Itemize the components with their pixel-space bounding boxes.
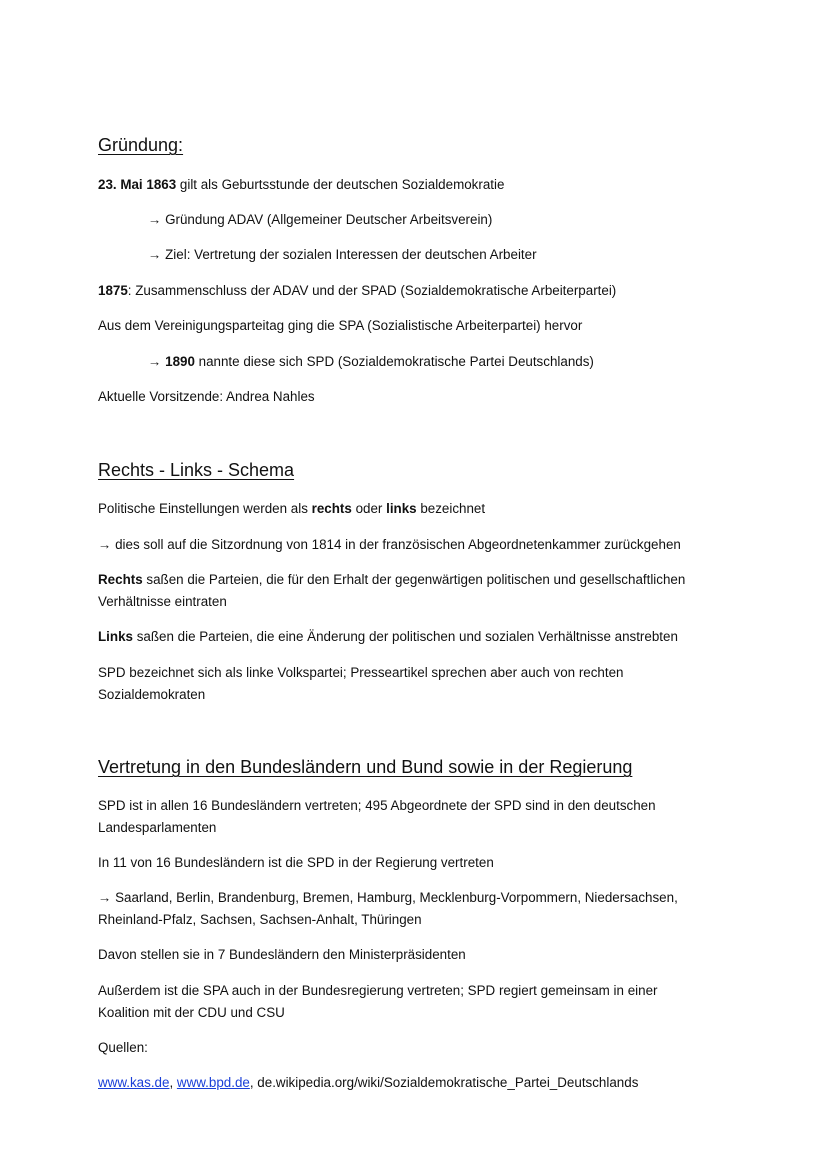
paragraph-seating-order: → dies soll auf die Sitzordnung von 1814 in der französischen Abgeordnetenkammer zurückgehen: [98, 537, 681, 552]
heading-rechts-links: Rechts - Links - Schema: [98, 460, 295, 480]
paragraph-links: [98, 626, 678, 648]
text-founding-rest: gilt als Geburtsstunde der deutschen Sozialdemokratie: [176, 177, 505, 192]
text-part: bezeichnet: [416, 501, 486, 516]
paragraph-rechts: [98, 569, 738, 613]
bold-links-start: Links: [98, 629, 133, 644]
bullet-renaming-1890: [148, 351, 594, 373]
bullet-adav-goal: → Ziel: Vertretung der sozialen Interessen der deutschen Arbeiter: [148, 247, 537, 262]
text-part: oder: [351, 501, 387, 516]
bold-date-1863: 23. Mai 1863: [98, 177, 177, 192]
paragraph-chair: Aktuelle Vorsitzende: Andrea Nahles: [98, 389, 315, 404]
paragraph-merger-1875: [98, 280, 616, 302]
paragraph-political-settings: [98, 498, 485, 520]
paragraph-unification: Aus dem Vereinigungsparteitag ging die SPA (Sozialistische Arbeiterpartei) hervor: [98, 318, 583, 333]
paragraph-federal-government: Außerdem ist die SPA auch in der Bundesregierung vertreten; SPD regiert gemeinsam in einer Koalition mit der CDU und CSU: [98, 983, 658, 1020]
sources-label: Quellen:: [98, 1040, 148, 1055]
arrow-prefix: →: [148, 354, 166, 369]
text-rechts-rest: saßen die Parteien, die für den Erhalt der gegenwärtigen politischen und gesellschaftlichen Verhältnisse eintraten: [98, 572, 686, 609]
paragraph-volkspartei: SPD bezeichnet sich als linke Volkspartei; Presseartikel sprechen aber auch von rechten Sozialdemokraten: [98, 665, 624, 702]
sources-separator: ,: [169, 1075, 177, 1090]
text-links-rest: saßen die Parteien, die eine Änderung der politischen und sozialen Verhältnisse anstrebten: [132, 629, 678, 644]
paragraph-all-states: SPD ist in allen 16 Bundesländern vertreten; 495 Abgeordnete der SPD sind in den deutschen Landesparlamenten: [98, 798, 656, 835]
paragraph-founding-date: [98, 174, 504, 196]
bold-links: links: [386, 501, 417, 516]
heading-vertretung: Vertretung in den Bundesländern und Bund sowie in der Regierung: [98, 757, 633, 777]
link-bpd[interactable]: www.bpd.de: [176, 1075, 250, 1090]
paragraph-state-list: → Saarland, Berlin, Brandenburg, Bremen, Hamburg, Mecklenburg-Vorpommern, Niedersachsen, Rheinland-Pfalz, Sachsen, Sachsen-Anhalt, Thüringen: [98, 890, 678, 927]
sources-line: [98, 1072, 638, 1094]
bold-year-1875: 1875: [98, 283, 128, 298]
bold-rechts-start: Rechts: [98, 572, 143, 587]
bullet-adav-founding: → Gründung ADAV (Allgemeiner Deutscher Arbeitsverein): [148, 212, 493, 227]
heading-gruendung: Gründung:: [98, 135, 184, 155]
text-renaming-rest: nannte diese sich SPD (Sozialdemokratische Partei Deutschlands): [194, 354, 594, 369]
text-merger-rest: : Zusammenschluss der ADAV und der SPAD (Sozialdemokratische Arbeiterpartei): [127, 283, 617, 298]
text-part: Politische Einstellungen werden als: [98, 501, 312, 516]
link-kas[interactable]: www.kas.de: [98, 1075, 170, 1090]
paragraph-minister-presidents: Davon stellen sie in 7 Bundesländern den Ministerpräsidenten: [98, 947, 466, 962]
paragraph-governments: In 11 von 16 Bundesländern ist die SPD in der Regierung vertreten: [98, 855, 494, 870]
bold-year-1890: 1890: [165, 354, 195, 369]
bold-rechts: rechts: [311, 501, 352, 516]
sources-rest: , de.wikipedia.org/wiki/Sozialdemokratische_Partei_Deutschlands: [249, 1075, 639, 1090]
